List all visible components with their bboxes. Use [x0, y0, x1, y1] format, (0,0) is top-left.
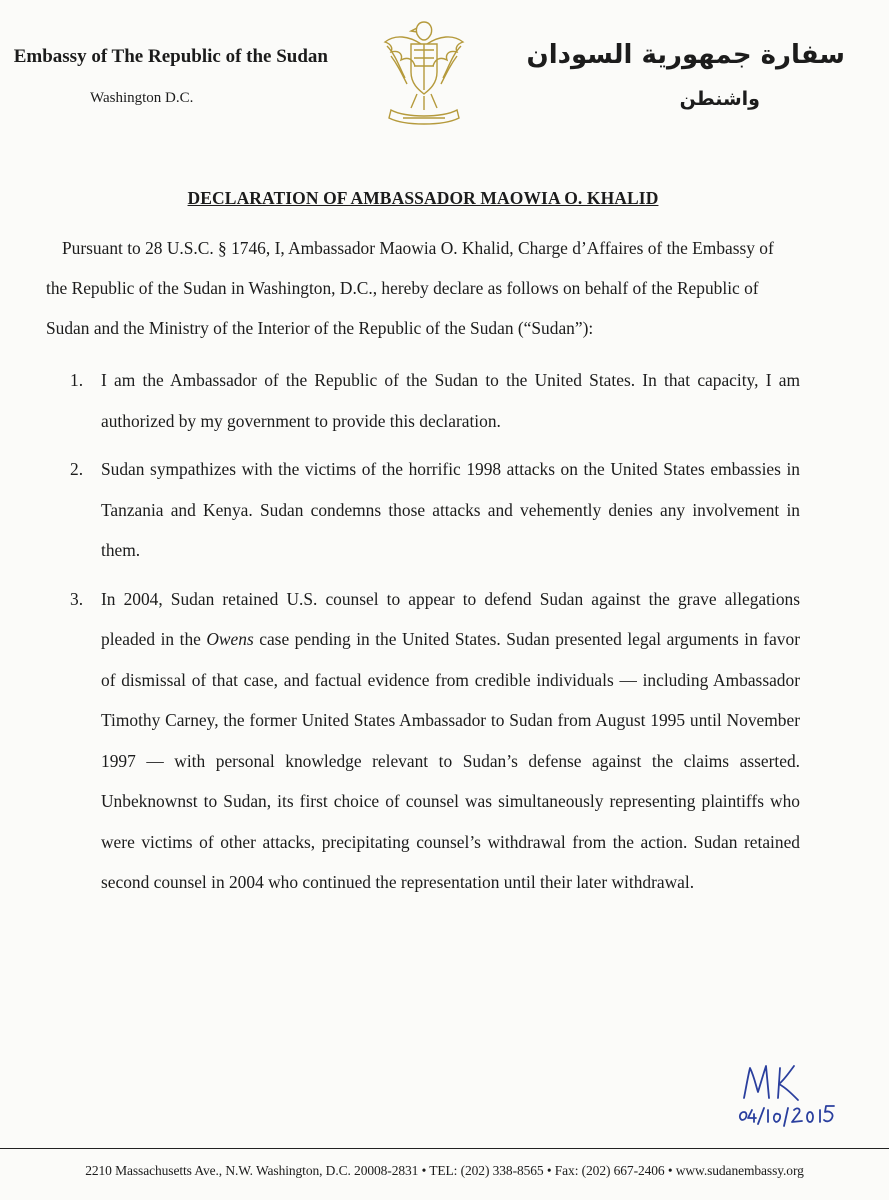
sudan-coat-of-arms-icon: [381, 14, 467, 126]
document-title: DECLARATION OF AMBASSADOR MAOWIA O. KHALID: [187, 188, 659, 208]
item-text: Sudan sympathizes with the victims of the horrific 1998 attacks on the United States embassies in Tanzania and Kenya. Sudan condemns those attacks and vehemently denies any involvement in them.: [101, 459, 800, 560]
declaration-items: [70, 360, 800, 911]
intro-paragraph: [46, 228, 798, 348]
letterhead-embassy-name-arabic: سفارة جمهورية السودان: [526, 40, 845, 70]
letterhead-city: Washington D.C.: [90, 90, 194, 106]
item-number: 3.: [70, 588, 84, 609]
intro-text: Pursuant to 28 U.S.C. § 1746, I, Ambassador Maowia O. Khalid, Charge d’Affaires of the Embassy of the Republic of the Sudan in Washington, D.C., hereby declare as follows on behalf of the Republic of Sudan and the Ministry of the Interior of the Republic of the Sudan (“Sudan”):: [46, 238, 774, 338]
footer-divider: [0, 1148, 889, 1149]
item-number: 1.: [70, 370, 84, 390]
handwritten-initials-signature: [736, 1062, 866, 1132]
letterhead-city-arabic: واشنطن: [679, 88, 760, 110]
list-item: [70, 449, 800, 571]
list-item: [70, 579, 800, 903]
letterhead-embassy-name: Embassy of The Republic of the Sudan: [13, 46, 328, 67]
case-name: Owens: [206, 629, 254, 649]
list-item: [70, 360, 800, 441]
item-number: 2.: [70, 459, 84, 479]
item-text-part-1: In 2004, Sudan retained U.S. counsel to appear to defend Sudan against the grave allegations pleaded in the: [101, 588, 800, 649]
footer-contact-info: 2210 Massachusetts Ave., N.W. Washington, D.C. 20008-2831 • TEL: (202) 338-8565 • Fax: (202) 667-2406 • www.sudanembassy.org: [85, 1163, 804, 1178]
item-text: I am the Ambassador of the Republic of the Sudan to the United States. In that capacity, I am authorized by my government to provide this declaration.: [101, 370, 800, 431]
item-text-part-2: case pending in the United States. Sudan presented legal arguments in favor of dismissal of that case, and factual evidence from credible individuals — including Ambassador Timothy Carney, the former United States Ambassador to Sudan from August 1995 until November 1997 — with personal knowledge relevant to Sudan’s defense against the claims asserted. Unbeknownst to Sudan, its first choice of counsel was simultaneously representing plaintiffs who were victims of other attacks, precipitating counsel’s withdrawal from the action. Sudan retained second counsel in 2004 who continued the representation until their later withdrawal.: [101, 629, 800, 892]
